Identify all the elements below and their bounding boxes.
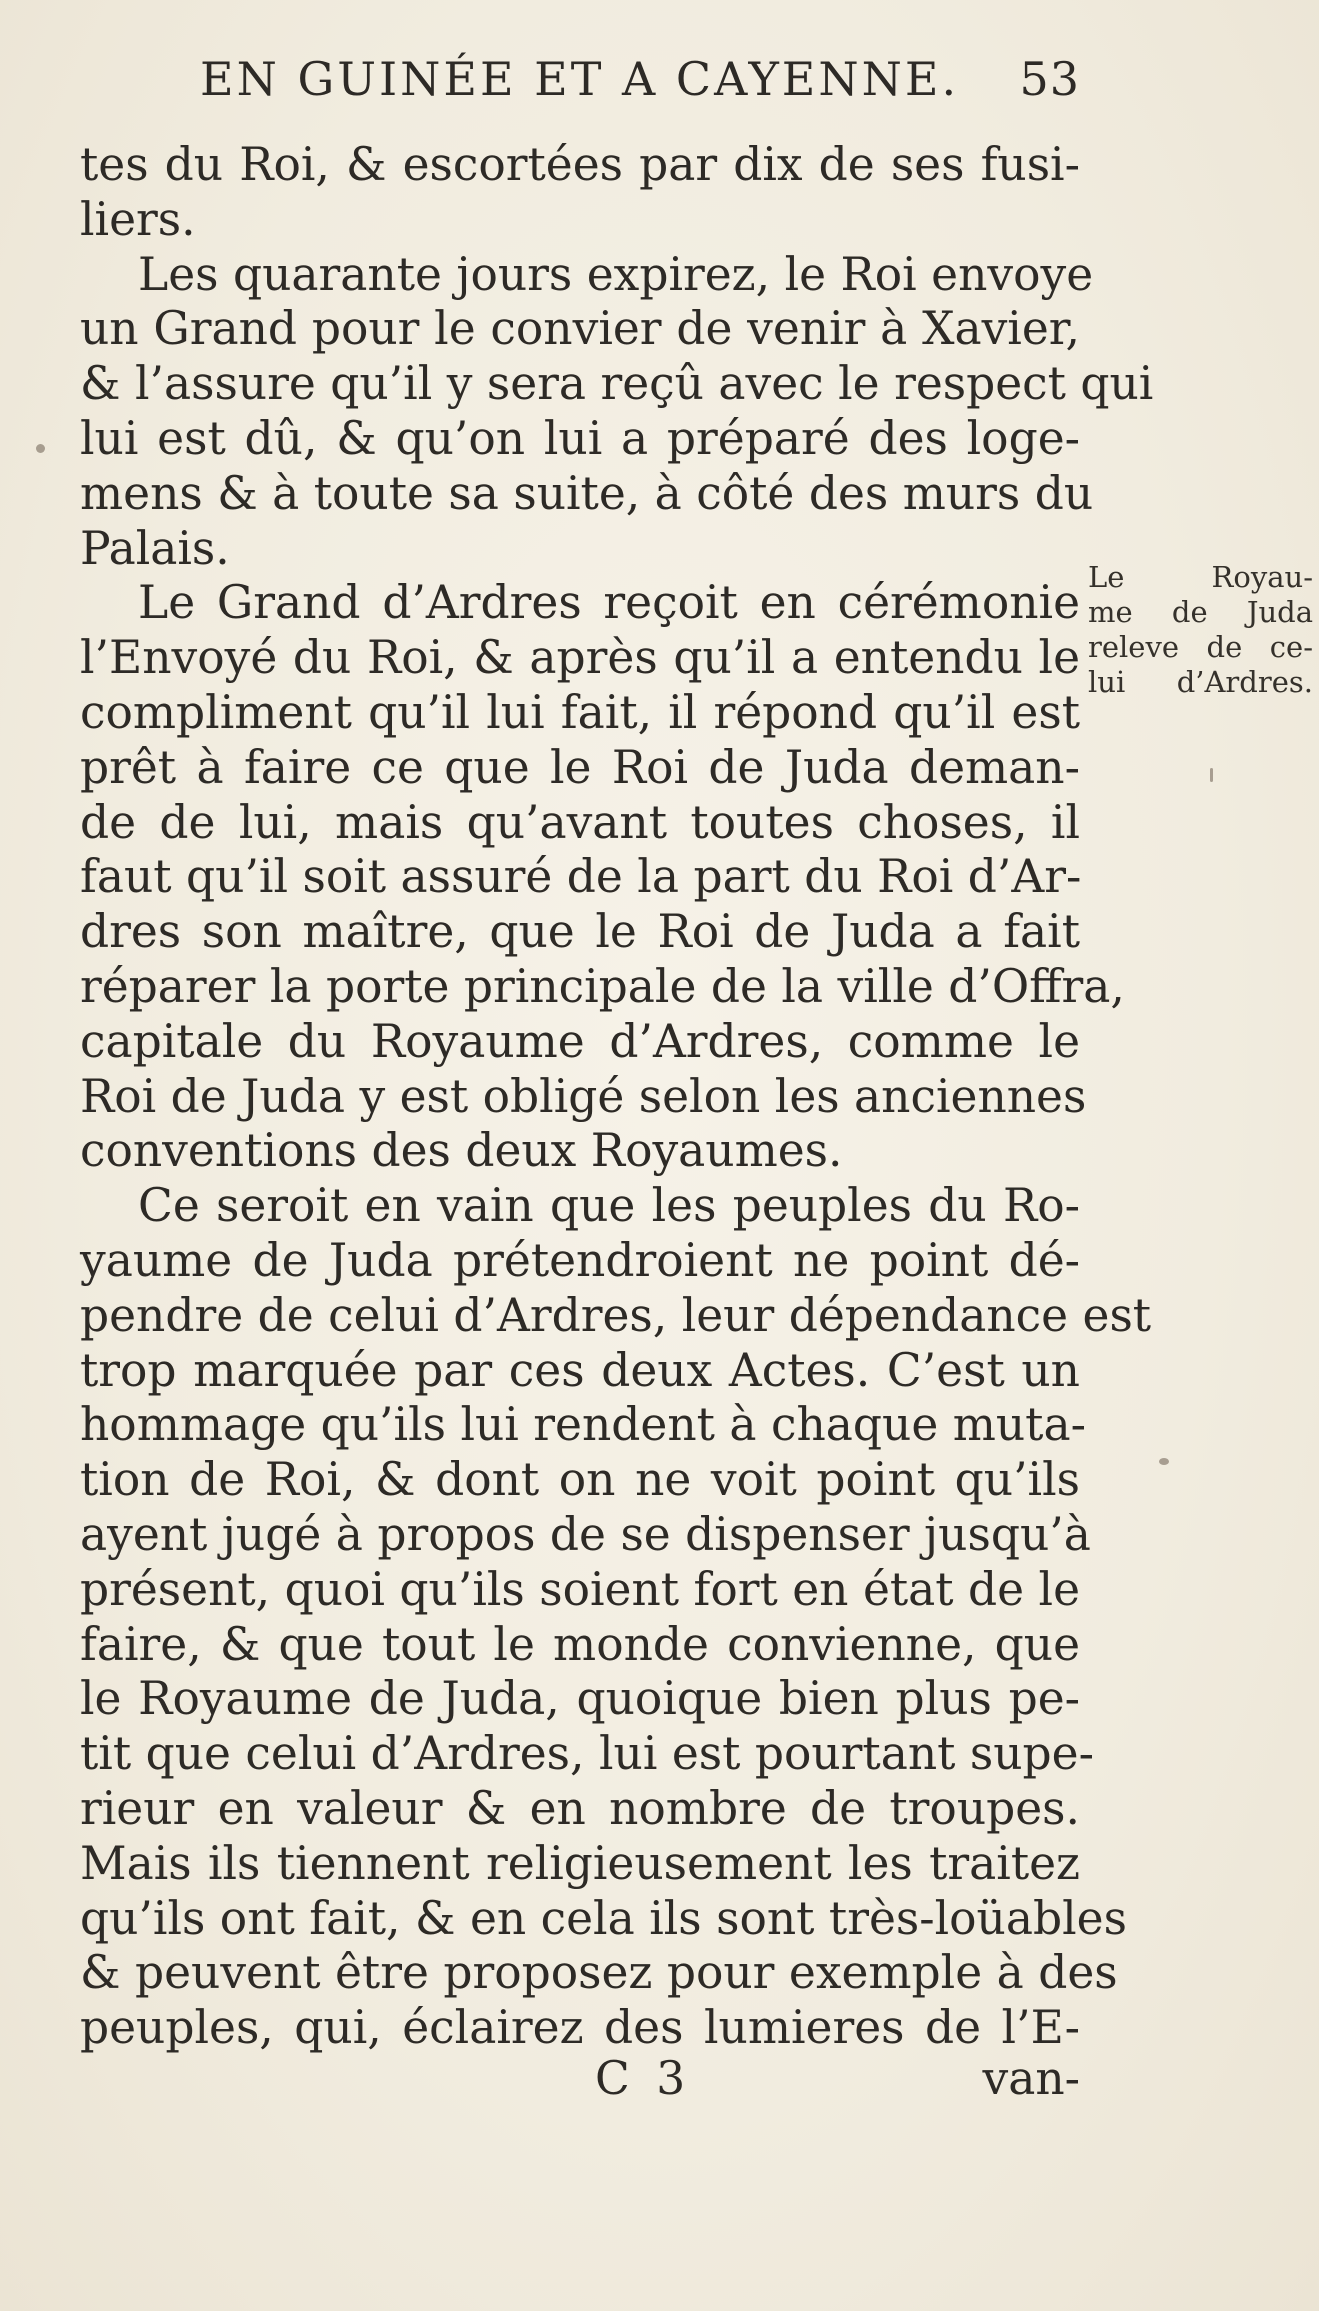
text-line: tes du Roi, & escortées par dix de ses fusi-: [80, 138, 1080, 191]
text-line: & peuvent être proposez pour exemple à des: [80, 1946, 1118, 2000]
margin-note-line: Le Royau-: [1088, 560, 1313, 594]
text-line: mens & à toute sa suite, à côté des murs du: [80, 466, 1094, 520]
signature-mark: C 3: [595, 2052, 692, 2105]
margin-note-line: lui d’Ardres.: [1088, 665, 1313, 699]
running-title: EN GUINÉE ET A CAYENNE.: [200, 52, 960, 106]
text-line: Mais ils tiennent religieusement les traitez: [80, 1836, 1080, 1890]
page-footer: [80, 2052, 1080, 2112]
text-line: compliment qu’il lui fait, il répond qu’il est: [80, 685, 1080, 739]
margin-note-line: releve de ce-: [1088, 630, 1313, 664]
text-line: Roi de Juda y est obligé selon les anciennes: [80, 1069, 1087, 1123]
text-line: & l’assure qu’il y sera reçû avec le respect qui: [80, 357, 1154, 411]
text-line: l’Envoyé du Roi, & après qu’il a entendu le: [80, 631, 1080, 685]
text-line: qu’ils ont fait, & en cela ils sont très-loüables: [80, 1891, 1127, 1945]
text-line: faire, & que tout le monde convienne, que: [80, 1617, 1080, 1671]
body-text: [80, 138, 1154, 2056]
text-line: rieur en valeur & en nombre de troupes.: [80, 1781, 1080, 1835]
text-line: tit que celui d’Ardres, lui est pourtant supe-: [80, 1727, 1094, 1781]
text-line: yaume de Juda prétendroient ne point dé-: [80, 1233, 1080, 1287]
text-line: un Grand pour le convier de venir à Xavier,: [80, 302, 1080, 356]
text-line: lui est dû, & qu’on lui a préparé des loge-: [80, 411, 1080, 465]
text-line: prêt à faire ce que le Roi de Juda deman-: [80, 740, 1080, 794]
margin-note: [1088, 560, 1313, 700]
text-line: ayent jugé à propos de se dispenser jusqu’à: [80, 1507, 1091, 1561]
text-line: pendre de celui d’Ardres, leur dépendance est: [80, 1288, 1152, 1342]
catchword: van-: [982, 2052, 1080, 2105]
text-line: faut qu’il soit assuré de la part du Roi d’Ar-: [80, 850, 1082, 904]
text-line: dres son maître, que le Roi de Juda a fait: [80, 905, 1080, 959]
text-line: capitale du Royaume d’Ardres, comme le: [80, 1014, 1080, 1068]
text-line: de de lui, mais qu’avant toutes choses, il: [80, 795, 1080, 849]
ink-speck: [36, 444, 45, 453]
page-number: 53: [1019, 52, 1080, 106]
text-line: réparer la porte principale de la ville d’Offra,: [80, 959, 1125, 1013]
paragraph-first-line: Ce seroit en vain que les peuples du Ro-: [138, 1179, 1080, 1233]
text-line: peuples, qui, éclairez des lumieres de l’E-: [80, 2001, 1080, 2055]
text-line: hommage qu’ils lui rendent à chaque muta-: [80, 1398, 1086, 1452]
text-line: le Royaume de Juda, quoique bien plus pe-: [80, 1672, 1080, 1726]
text-line: trop marquée par ces deux Actes. C’est un: [80, 1343, 1080, 1397]
margin-note-line: me de Juda: [1088, 595, 1313, 629]
ink-speck: [1210, 768, 1213, 782]
text-line: Palais.: [80, 521, 230, 575]
text-line: présent, quoi qu’ils soient fort en état de le: [80, 1562, 1081, 1616]
ink-speck: [1159, 1458, 1169, 1465]
text-line: tion de Roi, & dont on ne voit point qu’ils: [80, 1453, 1080, 1507]
paragraph-first-line: Le Grand d’Ardres reçoit en cérémonie: [138, 576, 1080, 630]
text-line: liers.: [80, 192, 196, 246]
paragraph-first-line: Les quarante jours expirez, le Roi envoye: [138, 247, 1094, 301]
running-head: [200, 52, 1080, 122]
text-line: conventions des deux Royaumes.: [80, 1124, 843, 1178]
